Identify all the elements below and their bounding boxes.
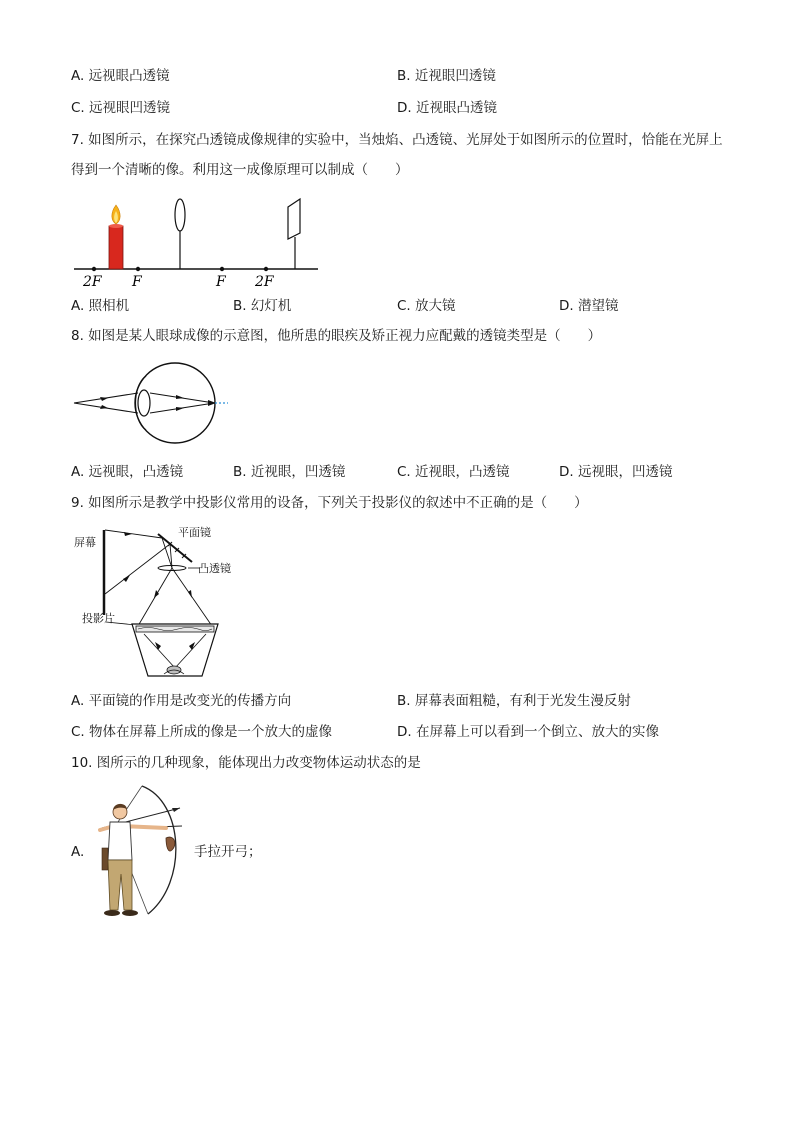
- candle-icon: [109, 226, 123, 269]
- convex-lens-icon: [175, 199, 185, 231]
- q7-option-b: B. 幻灯机: [233, 298, 292, 314]
- q6-option-c: C. 远视眼凹透镜: [71, 100, 171, 116]
- q8-option-b: B. 近视眼，凹透镜: [233, 464, 346, 480]
- q8-eye-diagram: [72, 360, 232, 446]
- q6-option-d: D. 近视眼凸透镜: [397, 100, 497, 116]
- label-2f-left: 2F: [83, 274, 102, 290]
- q8-option-a: A. 远视眼，凸透镜: [71, 464, 184, 480]
- q10-option-a-text: 手拉开弓；: [194, 844, 262, 860]
- q7-stem: 7. 如图所示，在探究凸透镜成像规律的实验中，当烛焰、凸透镜、光屏处于如图所示的位置时，恰能在光屏上得到一个清晰的像。利用这一成像原理可以制成（ ）: [71, 132, 723, 178]
- q8-option-d: D. 远视眼，凹透镜: [559, 464, 673, 480]
- q7-lens-diagram: [70, 195, 330, 290]
- q7-option-c: C. 放大镜: [397, 298, 456, 314]
- q9-option-c: C. 物体在屏幕上所成的像是一个放大的虚像: [71, 724, 333, 740]
- label-screen: 屏幕: [74, 536, 96, 549]
- archer-figure: [92, 782, 192, 922]
- q6-option-b: B. 近视眼凹透镜: [397, 68, 496, 84]
- q9-option-d: D. 在屏幕上可以看到一个倒立、放大的实像: [397, 724, 659, 740]
- q10-stem: 10. 图所示的几种现象，能体现出力改变物体运动状态的是: [71, 755, 421, 771]
- screen-icon: [288, 199, 300, 239]
- q8-option-c: C. 近视眼，凸透镜: [397, 464, 510, 480]
- q9-projector-diagram: [72, 522, 252, 682]
- q7-option-d: D. 潜望镜: [559, 298, 619, 314]
- eye-lens-icon: [138, 390, 150, 416]
- label-slide: 投影片: [82, 612, 115, 625]
- q8-stem: 8. 如图是某人眼球成像的示意图，他所患的眼疾及矫正视力应配戴的透镜类型是（ ）: [71, 328, 602, 344]
- q10-option-a-letter: A.: [71, 844, 85, 860]
- q9-option-a: A. 平面镜的作用是改变光的传播方向: [71, 693, 292, 709]
- q7-option-a: A. 照相机: [71, 298, 130, 314]
- label-2f-right: 2F: [255, 274, 274, 290]
- label-f-right: F: [216, 274, 226, 290]
- q6-option-a: A. 远视眼凸透镜: [71, 68, 170, 84]
- q9-option-b: B. 屏幕表面粗糙，有利于光发生漫反射: [397, 693, 631, 709]
- label-mirror: 平面镜: [178, 526, 211, 539]
- q9-stem: 9. 如图所示是教学中投影仪常用的设备，下列关于投影仪的叙述中不正确的是（ ）: [71, 495, 588, 511]
- label-lens: 凸透镜: [198, 562, 231, 575]
- label-f-left: F: [132, 274, 142, 290]
